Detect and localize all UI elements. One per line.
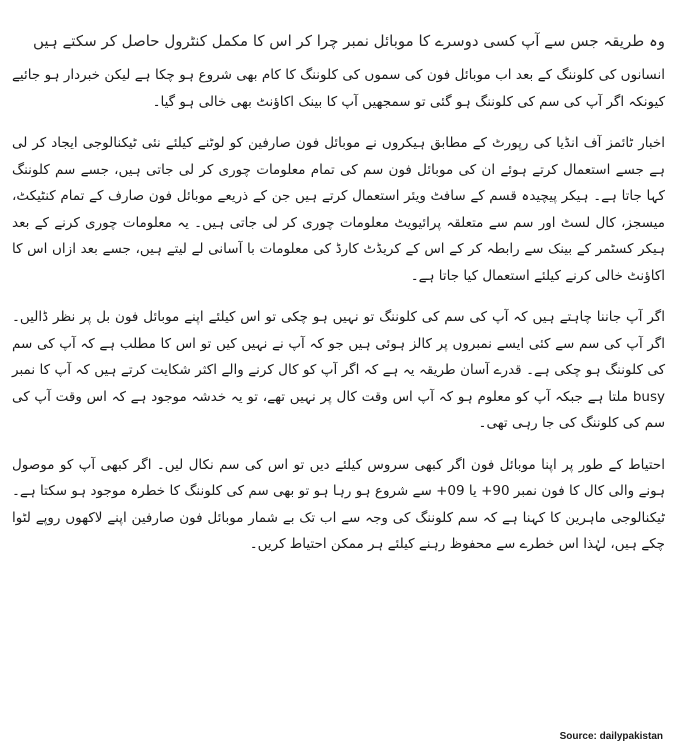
article-paragraph-1: انسانوں کی کلوننگ کے بعد اب موبائل فون کی سموں کی کلوننگ کا کام بھی شروع ہو چکا ہے لیکن خبردار ہو جائیے کیونکہ اگر آپ کی سم کی کلوننگ ہو گئی تو سمجھیں آپ کا بینک اکاؤنٹ بھی خالی ہو گیا۔ bbox=[12, 67, 665, 110]
article-headline: وہ طریقہ جس سے آپ کسی دوسرے کا موبائل نمبر چرا کر اس کا مکمل کنٹرول حاصل کر سکتے ہیں bbox=[33, 32, 665, 50]
article-paragraph-4: احتیاط کے طور پر اپنا موبائل فون اگر کبھی سروس کیلئے دیں تو اس کی سم نکال لیں۔ اگر کبھی آپ کو موصول ہونے والی کال کا فون نمبر 90+ یا 09+ سے شروع ہو رہا ہو تو بھی سم کی کلوننگ کا خطرہ موجود ہو سکتا ہے۔ ٹیکنالوجی ماہرین کا کہنا ہے کہ سم کلوننگ کی وجہ سے اب تک بے شمار موبائل فون صارفین اپنے لاکھوں روپے لٹوا چکے ہیں، لہٰذا اس خطرے سے محفوظ رہنے کیلئے ہر ممکن احتیاط کریں۔ bbox=[12, 456, 666, 552]
article-paragraph-2: اخبار ٹائمز آف انڈیا کی رپورٹ کے مطابق ہیکروں نے موبائل فون صارفین کو لوٹنے کیلئے نئی ٹیکنالوجی ایجاد کر لی ہے جسے استعمال کرتے ہوئے ان کی موبائل فون سم کی تمام معلومات چوری کر لی جاتی ہیں، جسے سم کلوننگ کہا جاتا ہے۔ ہیکر پیچیدہ قسم کے سافٹ ویئر استعمال کرتے ہیں جن کے ذریعے موبائل فون صارف کے تمام کنٹیکٹ، میسجز، کال لسٹ اور سم سے متعلقہ پرائیویٹ معلومات چوری کر لی جاتی ہیں۔ یہ معلومات چوری کرنے کے بعد ہیکر کسٹمر کے بینک سے رابطہ کر کے اس کے کریڈٹ کارڈ کی معلومات با آسانی لے لیتے ہیں، جسے بعد ازاں اس کا اکاؤنٹ خالی کرنے کیلئے استعمال کیا جاتا ہے۔ bbox=[12, 135, 665, 284]
source-credit: Source: dailypakistan bbox=[559, 731, 663, 742]
article-paragraph-3: اگر آپ جاننا چاہتے ہیں کہ آپ کی سم کی کلوننگ تو نہیں ہو چکی تو اس کیلئے اپنے موبائل فون بل پر نظر ڈالیں۔ اگر آپ کی سم سے کئی ایسے نمبروں پر کالز ہوئی ہیں جو کہ آپ نے نہیں کیں تو اس کا مطلب ہے کہ آپ کی سم کی کلوننگ ہو چکی ہے۔ قدرے آسان طریقہ یہ ہے کہ اگر آپ کو کال کرنے والے اکثر شکایت کرتے ہیں کہ آپ کا نمبر busy ملتا ہے جبکہ آپ کو معلوم ہو کہ آپ اس وقت کال پر نہیں تھے، تو یہ خدشہ موجود ہے کہ اس وقت آپ کی سم کی کلوننگ کی جا رہی تھی۔ bbox=[12, 309, 665, 431]
